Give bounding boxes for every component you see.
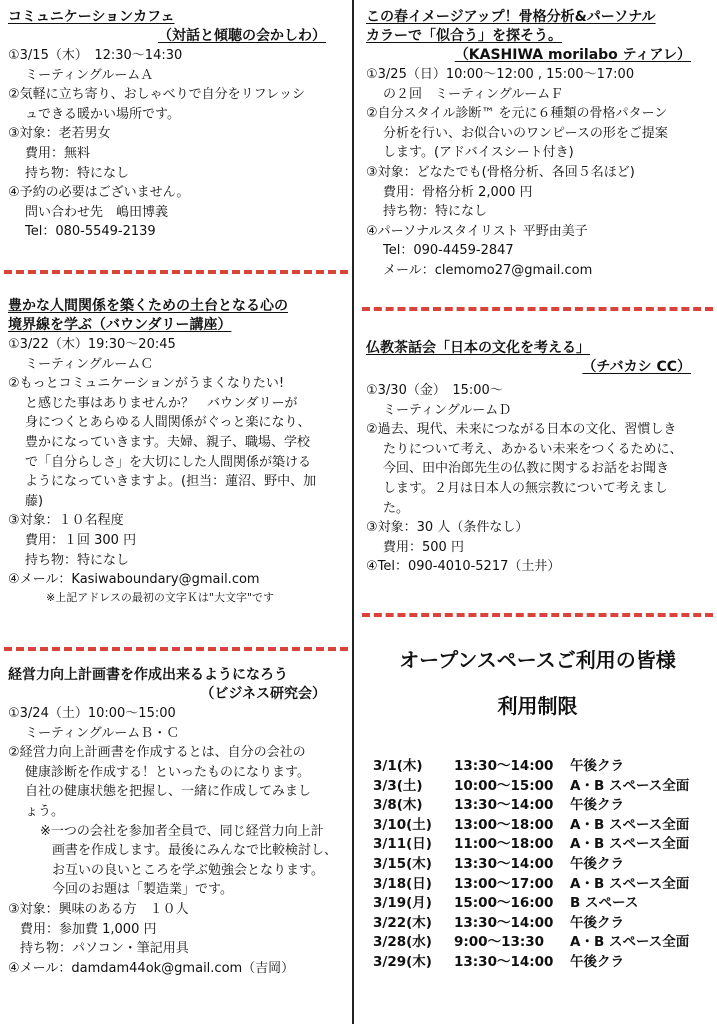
event-items: 持ち物：パソコン・筆記用具: [20, 941, 189, 957]
event-title-line2: 境界線を学ぶ（バウンダリー講座）: [8, 317, 232, 333]
event-fee: 費用：１回 300 円: [25, 532, 137, 548]
event-buddhist-tea: [358, 339, 717, 577]
schedule-date: 3/29(木): [373, 953, 432, 970]
schedule-area: A・B スペース全面: [570, 836, 690, 853]
notice-heading: オープンスペースご利用の皆様: [399, 648, 676, 672]
schedule-time: 11:00～18:00: [454, 836, 554, 853]
schedule-date: 3/3(土): [373, 777, 423, 794]
event-title: コミュニケーションカフェ: [8, 9, 175, 25]
schedule-time: 13:30～14:00: [454, 797, 554, 814]
schedule-area: 午後クラ: [570, 797, 624, 814]
event-room: ミーティングルームＣ: [25, 356, 154, 372]
schedule-row: [358, 754, 717, 774]
event-title-line2: カラーで「似合う」を探そう。: [366, 28, 562, 44]
event-fee: 費用：骨格分析 2,000 円: [383, 184, 533, 200]
event-email[interactable]: ④メール：damdam44ok@gmail.com（吉岡）: [8, 960, 295, 976]
schedule-time: 13:00～17:00: [454, 875, 554, 892]
schedule-row: [358, 852, 717, 872]
schedule-row: [358, 911, 717, 931]
event-desc: ②気軽に立ち寄り、おしゃべりで自分をリフレッシ: [8, 87, 306, 103]
event-title: 仏教茶話会「日本の文化を考える」: [366, 340, 590, 356]
event-contact: 問い合わせ先 嶋田博義: [25, 204, 169, 220]
event-email[interactable]: メール：clemomo27@gmail.com: [383, 262, 593, 278]
event-target: ③対象：老若男女: [8, 126, 111, 142]
schedule-date: 3/11(日): [373, 836, 432, 853]
event-desc: 今回、田中治郎先生の仏教に関するお話をお聞き: [383, 461, 670, 477]
schedule-row: [358, 950, 717, 970]
notice-subheading: 利用制限: [497, 694, 578, 718]
event-communication-cafe: [0, 8, 352, 242]
schedule-row: [358, 930, 717, 950]
schedule-time: 10:00～15:00: [454, 777, 554, 794]
event-desc: で「自分らしさ」を大切にした人間関係が築ける: [25, 454, 312, 470]
event-phone[interactable]: Tel：080-5549-2139: [25, 224, 156, 240]
section-divider: [362, 307, 713, 311]
schedule-area: 午後クラ: [570, 758, 624, 774]
event-date: ①3/25（日）10:00～12:00 , 15:00～17:00: [366, 67, 635, 82]
schedule-area: A・B スペース全面: [570, 816, 690, 833]
event-fee: 費用：参加費 1,000 円: [20, 921, 157, 937]
event-room: ミーティングルームＢ・Ｃ: [25, 725, 180, 741]
schedule-date: 3/15(木): [373, 855, 432, 872]
schedule-row: [358, 832, 717, 852]
event-phone[interactable]: Tel：090-4459-2847: [383, 243, 514, 259]
schedule-time: 9:00～13:30: [454, 934, 545, 951]
event-fee: 費用：500 円: [383, 539, 464, 555]
schedule-date: 3/28(水): [373, 934, 432, 951]
schedule-time: 15:00～16:00: [454, 895, 554, 912]
event-note: 画書を作成します。最後にみんなで比較検討し、: [52, 843, 337, 859]
schedule-row: [358, 872, 717, 892]
schedule-time: 13:30～14:00: [454, 953, 554, 970]
schedule-date: 3/19(月): [373, 895, 432, 912]
event-boundary-lecture: [0, 297, 352, 606]
event-desc: ②過去、現代、未来につながる日本の文化、習慣しき: [366, 422, 677, 438]
schedule-row: [358, 891, 717, 911]
event-business-study: [0, 666, 352, 978]
section-divider: [4, 647, 348, 651]
event-subtitle: （チバカシ CC）: [582, 359, 691, 375]
schedule-table: [358, 754, 717, 970]
event-desc: ようになっていきますよ。(担当：蓮沼、野中、加: [25, 474, 317, 490]
event-room: の２回 ミーティングルームＦ: [383, 86, 564, 102]
event-title: 経営力向上計画書を作成出来るようになろう: [8, 667, 288, 683]
schedule-row: [358, 813, 717, 833]
event-room: ミーティングルームＤ: [383, 402, 512, 418]
event-note: ※一つの会社を参加者全員で、同じ経営力向上計: [40, 823, 324, 839]
event-note: ※上記アドレスの最初の文字Ｋは"大文字"です: [46, 590, 275, 604]
event-target: ③対象：興味のある方 １０人: [8, 901, 189, 917]
schedule-area: A・B スペース全面: [570, 875, 690, 892]
event-items: 持ち物：特になし: [25, 165, 130, 181]
event-desc: 豊かになっていきます。夫婦、親子、職場、学校: [25, 434, 310, 450]
event-desc: と感じた事はありませんか？ バウンダリーが: [25, 395, 298, 411]
event-desc: 分析を行い、お似合いのワンピースの形をご提案: [383, 125, 668, 141]
schedule-area: A・B スペース全面: [570, 777, 690, 794]
event-desc: 藤): [25, 493, 44, 509]
schedule-row: [358, 793, 717, 813]
event-desc: ②もっとコミュニケーションがうまくなりたい!: [8, 376, 285, 392]
event-desc: たりについて考え、あかるい未来をつくるために、: [383, 441, 683, 457]
event-note: 今回のお題は「製造業」です。: [52, 882, 233, 898]
event-date: ①3/24（土）10:00～15:00: [8, 706, 176, 721]
event-items: 持ち物：特になし: [25, 552, 130, 568]
event-skeleton-analysis: [358, 8, 717, 281]
event-subtitle: （ビジネス研究会）: [200, 686, 326, 702]
schedule-area: 午後クラ: [570, 855, 624, 872]
event-note: お互いの良いところを学ぶ勉強会となります。: [52, 862, 324, 878]
schedule-time: 13:30～14:00: [454, 914, 554, 931]
column-divider: [352, 0, 354, 1024]
schedule-row: [358, 774, 717, 794]
schedule-date: 3/22(木): [373, 914, 432, 931]
event-desc: します。(アドバイスシート付き): [383, 145, 574, 161]
schedule-area: 午後クラ: [570, 914, 624, 931]
event-subtitle: （対話と傾聴の会かしわ）: [158, 28, 326, 44]
event-desc: 健康診断を作成する！といったものになります。: [25, 764, 310, 780]
section-divider: [362, 613, 713, 617]
schedule-date: 3/10(土): [373, 816, 432, 833]
event-phone[interactable]: ④Tel：090-4010-5217（土井）: [366, 559, 561, 575]
event-desc: ュできる暖かい場所です。: [25, 106, 180, 122]
event-subtitle: （KASHIWA morilabo ティアレ）: [454, 47, 691, 63]
event-date: ①3/22（木）19:30～20:45: [8, 337, 176, 352]
event-room: ミーティングルームＡ: [25, 67, 154, 83]
event-fee: 費用：無料: [25, 145, 91, 161]
schedule-date: 3/8(木): [373, 797, 423, 814]
event-date: ①3/30（金） 15:00～: [366, 383, 503, 398]
schedule-date: 3/1(木): [373, 758, 423, 774]
schedule-time: 13:30～14:00: [454, 758, 554, 774]
open-space-notice: [358, 646, 717, 970]
event-reservation: ④予約の必要はございません。: [8, 185, 190, 201]
schedule-date: 3/18(日): [373, 875, 432, 892]
event-desc: ②自分スタイル診断™ を元に６種類の骨格パターン: [366, 106, 668, 122]
event-title: 豊かな人間関係を築くための土台となる心の: [8, 298, 288, 314]
event-desc: します。２月は日本人の無宗教について考えまし: [383, 480, 668, 496]
event-email[interactable]: ④メール：Kasiwaboundary@gmail.com: [8, 572, 260, 588]
section-divider: [4, 270, 348, 274]
event-desc: た。: [383, 500, 410, 516]
event-date: ①3/15（木） 12:30～14:30: [8, 48, 183, 63]
event-desc: ょう。: [25, 803, 65, 819]
schedule-area: B スペース: [570, 895, 639, 912]
event-desc: 身につくとあらゆる人間関係がぐっと楽になり、: [25, 415, 311, 431]
schedule-area: 午後クラ: [570, 953, 624, 970]
event-desc: 自社の健康状態を把握し、一緒に作成してみまし: [25, 784, 312, 800]
event-stylist: ④パーソナルスタイリスト 平野由美子: [366, 223, 588, 239]
schedule-time: 13:00～18:00: [454, 816, 554, 833]
event-items: 持ち物：特になし: [383, 204, 488, 220]
event-desc: ②経営力向上計画書を作成するとは、自分の会社の: [8, 745, 306, 761]
event-target: ③対象：１０名程度: [8, 513, 124, 529]
schedule-area: A・B スペース全面: [570, 934, 690, 951]
event-target: ③対象：どなたでも(骨格分析、各回５名ほど): [366, 164, 635, 180]
schedule-time: 13:30～14:00: [454, 855, 554, 872]
event-title: この春イメージアップ！骨格分析&パーソナル: [366, 9, 656, 25]
event-target: ③対象：30 人（条件なし）: [366, 520, 529, 536]
